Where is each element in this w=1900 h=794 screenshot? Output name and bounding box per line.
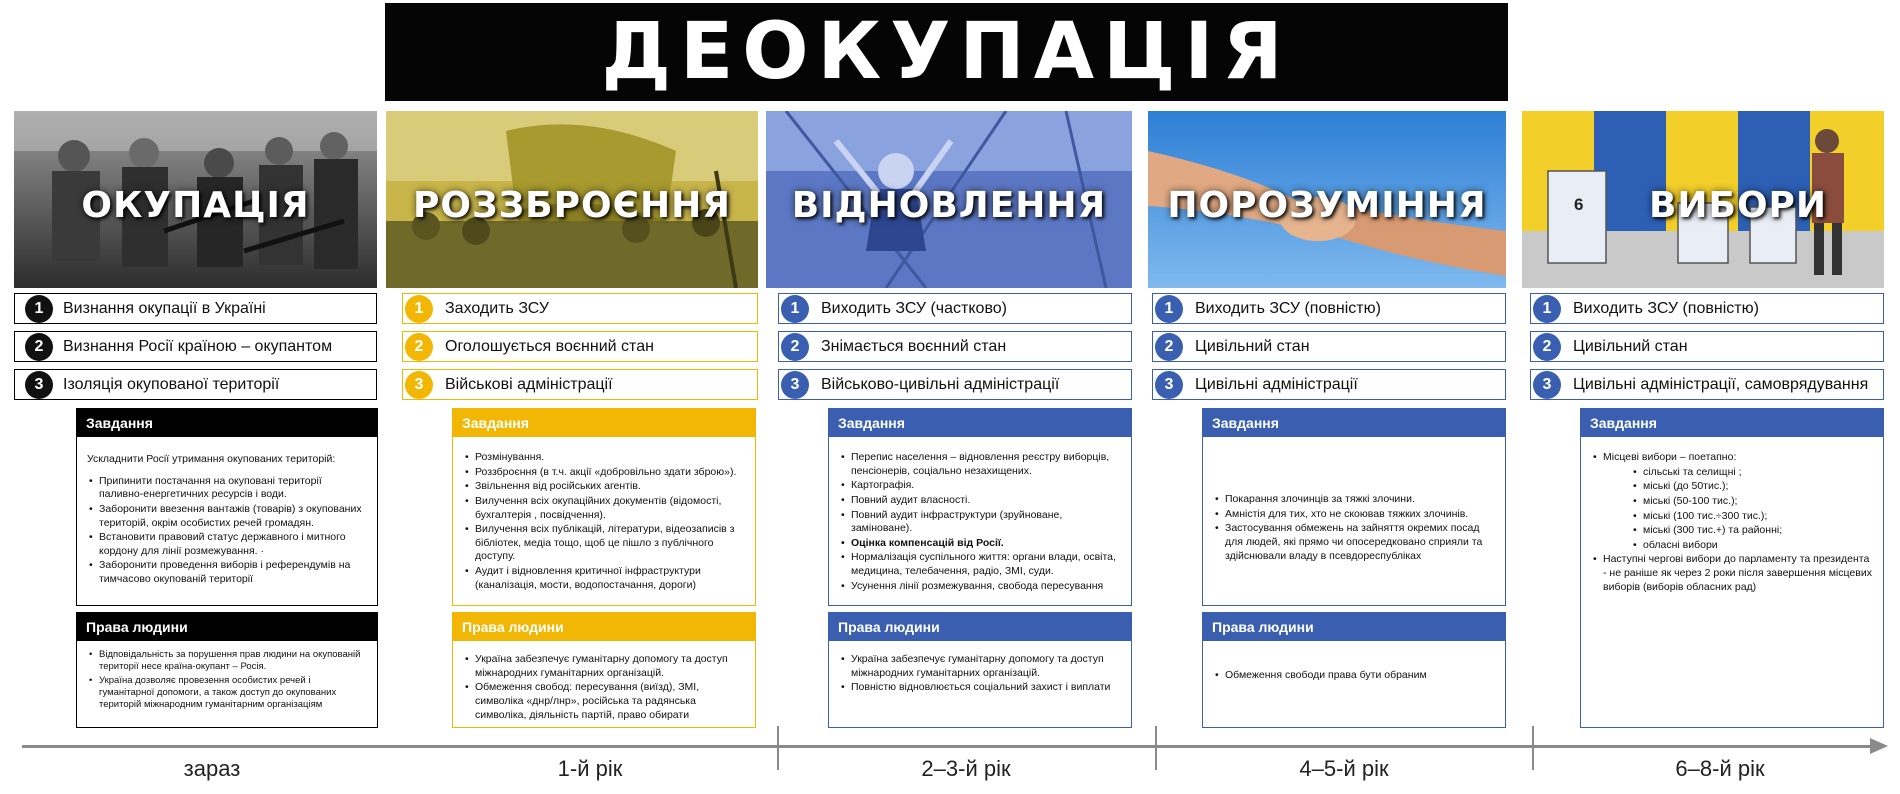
step-text: Цивільний стан — [1573, 337, 1688, 355]
rights-card-title: Права людини — [829, 613, 1131, 641]
stage-elections — [1522, 111, 1884, 288]
stage-occupation-hero — [14, 111, 377, 288]
step-row — [402, 331, 758, 362]
step-row — [778, 369, 1132, 400]
rights-card-body — [1203, 641, 1505, 690]
list-item: • Застосування обмежень на зайняття окремих посад для людей, які прямо чи опосередковано сприяли та здійснювали владу в псевдореспубліках — [1213, 522, 1495, 563]
list-item: • Перепис населення – відновлення реєстру виборців, пенсіонерів, соціально незахищених. — [839, 451, 1121, 478]
list-item: • міські (до 50тис.); — [1591, 480, 1873, 494]
step-number: 3 — [405, 371, 433, 399]
step-row — [402, 293, 758, 324]
step-text: Цивільний стан — [1195, 337, 1310, 355]
list-item: • Повний аудит власності. — [839, 494, 1121, 508]
step-row — [402, 369, 758, 400]
arrow-right-icon — [1870, 738, 1888, 754]
stage-title: РОЗЗБРОЄННЯ — [413, 185, 731, 226]
step-number: 2 — [1533, 333, 1561, 361]
step-text: Військово-цивільні адміністрації — [821, 375, 1060, 393]
rights-card — [76, 612, 378, 728]
list-item: • Звільнення від російських агентів. — [463, 480, 745, 494]
stage-reconciliation — [1148, 111, 1506, 288]
list-item: • Покарання злочинців за тяжкі злочини. — [1213, 493, 1495, 507]
step-text: Оголошується воєнний стан — [445, 337, 654, 355]
main-title: ДЕОКУПАЦІЯ — [601, 7, 1292, 97]
tasks-card-title: Завдання — [829, 409, 1131, 437]
step-row — [778, 331, 1132, 362]
list-item: • сільські та селищні ; — [1591, 466, 1873, 480]
list-item: • Припинити постачання на окуповані території паливно-енергетичних ресурсів і води. — [87, 475, 367, 502]
step-text: Виходить ЗСУ (повністю) — [1573, 299, 1759, 317]
list-item: • міські (100 тис.÷300 тис.); — [1591, 510, 1873, 524]
step-number: 1 — [25, 295, 53, 323]
step-number: 1 — [1155, 295, 1183, 323]
timeline-label-year4-5: 4–5-й рік — [1299, 756, 1389, 781]
stage-title: ВИБОРИ — [1648, 185, 1828, 226]
stage-title: ВІДНОВЛЕННЯ — [791, 185, 1107, 226]
list-item: • Роззброєння (в т.ч. акції «добровільно здати зброю»). — [463, 466, 745, 480]
step-text: Визнання Росії країною – окупантом — [63, 337, 333, 355]
tasks-card — [1202, 408, 1506, 606]
list-item: • Відповідальність за порушення прав людини на окупованій території несе країна-окупант – Росія. — [87, 649, 367, 674]
list-item: • обласні вибори — [1591, 539, 1873, 553]
list-item: • Встановити правовий статус державного і митного кордону для лінії розмежування. · — [87, 531, 367, 558]
timeline-tick — [777, 726, 779, 770]
tasks-card-body — [77, 437, 377, 594]
step-number: 1 — [1533, 295, 1561, 323]
step-number: 2 — [25, 333, 53, 361]
step-number: 2 — [405, 333, 433, 361]
tasks-intro: Ускладнити Росії утримання окупованих територій: — [87, 453, 336, 465]
stage-elections-hero — [1522, 111, 1884, 288]
step-number: 3 — [1155, 371, 1183, 399]
step-text: Цивільні адміністрації, самоврядування — [1573, 375, 1869, 393]
step-text: Виходить ЗСУ (частково) — [821, 299, 1007, 317]
rights-card-body — [77, 641, 377, 719]
list-item: • Вилучення всіх публікацій, літератури, відеозаписів з бібліотек, медіа тощо, щоб це пішло з публічного доступу. — [463, 523, 745, 564]
stage-reconciliation-hero — [1148, 111, 1506, 288]
timeline-label-year6-8: 6–8-й рік — [1675, 756, 1765, 781]
stage-disarmament — [386, 111, 758, 288]
list-item: • Аудит і відновлення критичної інфраструктури (каналізація, мости, водопостачання, дороги) — [463, 565, 745, 592]
list-item: • Заборонити ввезення вантажів (товарів) з окупованих територій, окрім особистих речей громадян. — [87, 503, 367, 530]
step-number: 1 — [781, 295, 809, 323]
step-text: Знімається воєнний стан — [821, 337, 1007, 355]
step-text: Визнання окупації в Україні — [63, 299, 266, 317]
rights-card-body — [453, 641, 755, 729]
step-row — [1530, 331, 1884, 362]
step-row — [1530, 369, 1884, 400]
step-number: 3 — [1533, 371, 1561, 399]
list-item: • міські (50-100 тис.); — [1591, 495, 1873, 509]
timeline-label-year2-3: 2–3-й рік — [921, 756, 1011, 781]
stage-disarmament-hero — [386, 111, 758, 288]
list-item: • Заборонити проведення виборів і референдумів на тимчасово окупованій території — [87, 559, 367, 586]
rights-card — [452, 612, 756, 728]
step-row — [778, 293, 1132, 324]
list-item: • Усунення лінії розмежування, свобода пересування — [839, 580, 1121, 594]
rights-card — [828, 612, 1132, 728]
step-row — [14, 293, 377, 324]
timeline-arrow-line — [22, 745, 1874, 748]
tasks-card-body — [1203, 437, 1505, 570]
tasks-card-title: Завдання — [453, 409, 755, 437]
tasks-card-title: Завдання — [1581, 409, 1883, 437]
tasks-card — [828, 408, 1132, 606]
step-text: Цивільні адміністрації — [1195, 375, 1358, 393]
tasks-card-title: Завдання — [77, 409, 377, 437]
list-item: • Повний аудит інфраструктури (зруйноване, заміноване). — [839, 509, 1121, 536]
stage-restoration — [766, 111, 1132, 288]
step-row — [1152, 369, 1506, 400]
list-item: • Наступні чергові вибори до парламенту та президента - не раніше як через 2 роки після завершення місцевих виборів (виборів обласних рад) — [1591, 553, 1873, 594]
timeline-tick — [1532, 726, 1534, 770]
step-number: 2 — [781, 333, 809, 361]
timeline-tick — [1155, 726, 1157, 770]
step-number: 3 — [25, 371, 53, 399]
stage-occupation — [14, 111, 377, 288]
stage-restoration-hero — [766, 111, 1132, 288]
tasks-card — [452, 408, 756, 606]
timeline-label-year1: 1-й рік — [557, 756, 623, 781]
rights-card-title: Права людини — [77, 613, 377, 641]
step-number: 1 — [405, 295, 433, 323]
rights-card-title: Права людини — [1203, 613, 1505, 641]
step-row — [1530, 293, 1884, 324]
step-row — [1152, 293, 1506, 324]
list-item: • Амністія для тих, хто не скоював тяжких злочинів. — [1213, 508, 1495, 522]
stage-title: ОКУПАЦІЯ — [81, 185, 310, 226]
list-item: • Нормалізація суспільного життя: органи влади, освіта, медицина, телебачення, радіо, ЗМІ, суди. — [839, 551, 1121, 578]
list-item: • міські (300 тис.+) та районні; — [1591, 524, 1873, 538]
tasks-card-body — [453, 437, 755, 599]
stage-title: ПОРОЗУМІННЯ — [1167, 185, 1487, 226]
main-title-banner — [385, 3, 1508, 101]
list-item: • Україна дозволяє провезення особистих речей і гуманітарної допомоги, а також доступ до окупованих територій міжнародним гуманітарним організаціям — [87, 675, 367, 712]
step-text: Ізоляція окупованої території — [63, 375, 280, 393]
tasks-card — [1580, 408, 1884, 728]
list-item: • Україна забезпечує гуманітарну допомогу та доступ міжнародних гуманітарних організацій. — [839, 653, 1121, 680]
list-item: • Обмеження свободи права бути обраним — [1213, 669, 1495, 683]
tasks-card — [76, 408, 378, 606]
tasks-card-body — [1581, 437, 1883, 601]
list-item: • Картографія. — [839, 479, 1121, 493]
tasks-card-title: Завдання — [1203, 409, 1505, 437]
step-text: Заходить ЗСУ — [445, 299, 549, 317]
list-item: • Повністю відновлюється соціальний захист і виплати — [839, 681, 1121, 695]
list-item: • Обмеження свобод: пересування (виїзд), ЗМІ, символіка «днр/лнр», російська та радянська символіка, діяльність партій, право обирати — [463, 681, 745, 722]
list-item: • Розмінування. — [463, 451, 745, 465]
step-row — [14, 331, 377, 362]
rights-card-title: Права людини — [453, 613, 755, 641]
list-item: • Місцеві вибори – поетапно: — [1591, 451, 1873, 465]
timeline-label-now: зараз — [183, 756, 241, 781]
step-number: 3 — [781, 371, 809, 399]
list-item: • Україна забезпечує гуманітарну допомогу та доступ міжнародних гуманітарних організацій. — [463, 653, 745, 680]
step-row — [1152, 331, 1506, 362]
list-item: • Оцінка компенсацій від Росії. — [839, 537, 1121, 551]
rights-card — [1202, 612, 1506, 728]
rights-card-body — [829, 641, 1131, 702]
step-row — [14, 369, 377, 400]
step-text: Виходить ЗСУ (повністю) — [1195, 299, 1381, 317]
step-number: 2 — [1155, 333, 1183, 361]
list-item: • Вилучення всіх окупаційних документів (відомості, бухгалтерія , посвідчення). — [463, 495, 745, 522]
tasks-card-body — [829, 437, 1131, 600]
step-text: Військові адміністрації — [445, 375, 613, 393]
ballot-number: 6 — [1574, 195, 1584, 214]
